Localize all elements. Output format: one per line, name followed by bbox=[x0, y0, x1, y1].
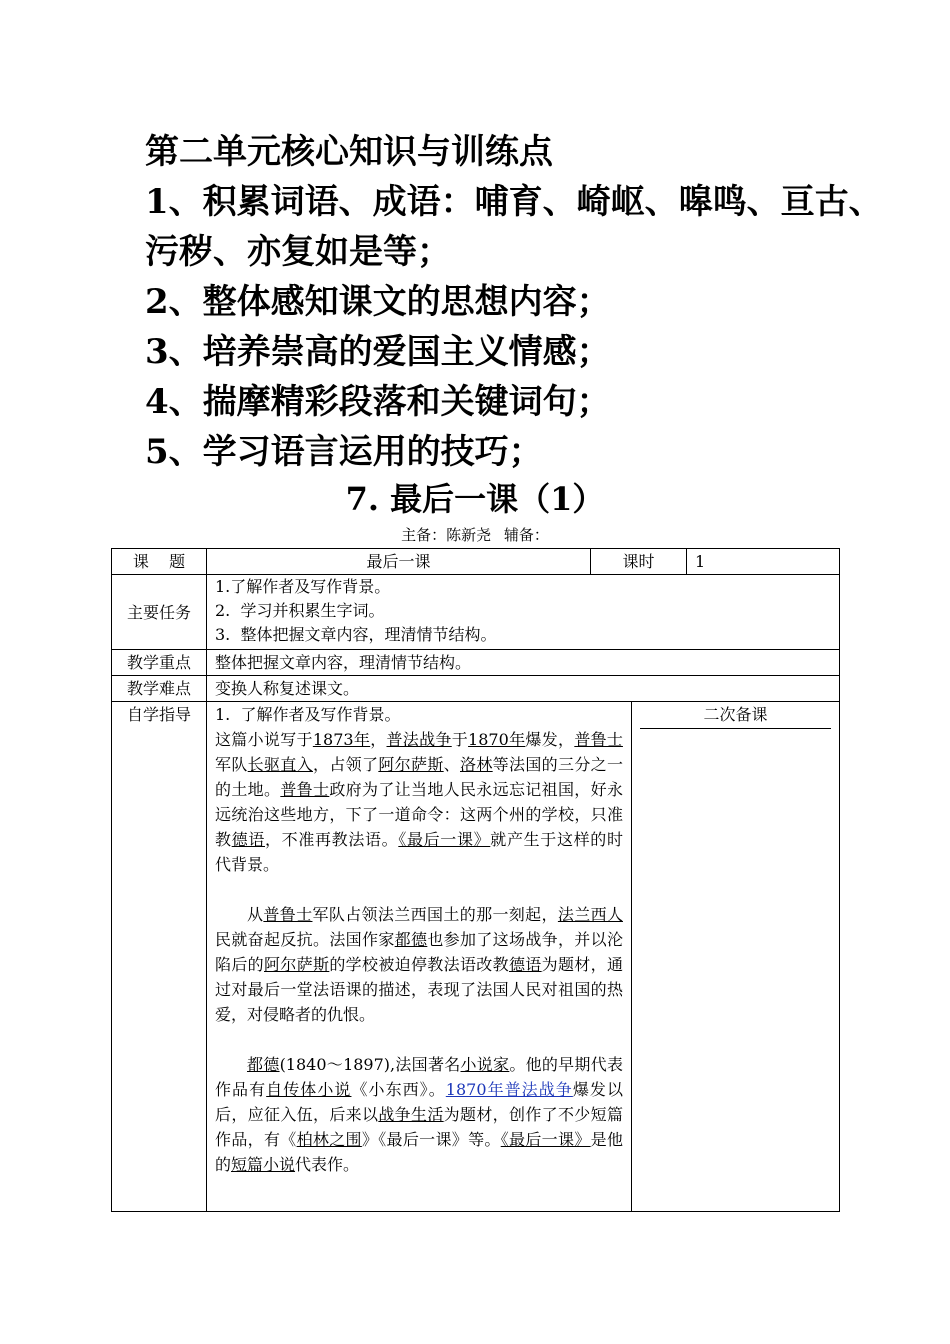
text-run: (1840～1897),法国著名 bbox=[279, 1055, 461, 1074]
lesson-plan-table bbox=[111, 548, 840, 1212]
text-run: 等法国的三分之一的土地。 bbox=[215, 755, 623, 799]
guide-content bbox=[207, 702, 632, 1212]
hyperlink-text[interactable]: 1870年普法战争 bbox=[445, 1080, 573, 1099]
key-point-row bbox=[112, 650, 840, 676]
unit-point-3: 3、培养崇高的爱国主义情感； bbox=[145, 332, 611, 372]
text-run: 军队占领法兰西国土的那一刻起， bbox=[312, 905, 558, 924]
underlined-term: 短篇小说 bbox=[231, 1155, 296, 1174]
text-run: 民就奋起反抗。法国作家 bbox=[215, 930, 395, 949]
underlined-term: 《最后一课》 bbox=[398, 830, 491, 849]
text-run: 的学校被迫停教法语改教 bbox=[329, 955, 509, 974]
text-run: 爆发， bbox=[525, 730, 575, 749]
underlined-term: 普法战争 bbox=[386, 730, 452, 749]
text-run: 。他的早期代表作品有 bbox=[215, 1055, 623, 1099]
text-run: 也参加了这场战争，并以沦陷后的 bbox=[215, 930, 623, 974]
underlined-term: 德语 bbox=[508, 955, 542, 974]
text-run: ，不准再教法语。 bbox=[265, 830, 399, 849]
preparers-line bbox=[0, 524, 950, 546]
guide-heading: 1. 了解作者及写作背景。 bbox=[215, 705, 401, 724]
unit-point-1-cont: 污秽、亦复如是等； bbox=[145, 232, 451, 272]
period-label: 课时 bbox=[591, 549, 687, 575]
period-value: 1 bbox=[687, 549, 840, 575]
underlined-term: 洛林 bbox=[460, 755, 493, 774]
underlined-term: 都德 bbox=[394, 930, 428, 949]
unit-point-2: 2、整体感知课文的思想内容； bbox=[145, 282, 611, 322]
assistant-preparer: 辅备： bbox=[503, 526, 549, 544]
text-run: 》《最后一课》等。 bbox=[361, 1130, 501, 1149]
guide-paragraph-background bbox=[215, 727, 623, 877]
secondary-prep-label: 二次备课 bbox=[640, 702, 831, 729]
underlined-term: 小说家 bbox=[460, 1055, 510, 1074]
underlined-term: 长驱直入 bbox=[247, 755, 313, 774]
guide-paragraph-author bbox=[215, 1052, 623, 1177]
text-run: 是他的 bbox=[215, 1130, 623, 1174]
text-run: 这篇小说写于 bbox=[215, 730, 313, 749]
key-point-label: 教学重点 bbox=[112, 650, 207, 676]
topic-row bbox=[112, 549, 840, 575]
main-preparer: 主备：陈新尧 bbox=[401, 526, 492, 544]
underlined-term: 普鲁士 bbox=[574, 730, 623, 749]
topic-label: 课 题 bbox=[112, 549, 207, 575]
text-run: 就产生于这样的时代背景。 bbox=[215, 830, 623, 874]
text-run: 为题材，创作了不少短篇作品，有《 bbox=[215, 1105, 623, 1149]
underlined-term: 柏林之围 bbox=[296, 1130, 362, 1149]
text-run: 军队 bbox=[215, 755, 248, 774]
underlined-term: 普鲁士 bbox=[280, 780, 330, 799]
underlined-term: 《最后一课》 bbox=[500, 1130, 591, 1149]
text-run: 《小东西》。 bbox=[351, 1080, 446, 1099]
underlined-term: 阿尔萨斯 bbox=[264, 955, 330, 974]
underlined-term: 阿尔萨斯 bbox=[378, 755, 444, 774]
topic-value: 最后一课 bbox=[207, 549, 591, 575]
guide-paragraph-war bbox=[215, 902, 623, 1027]
underlined-term: 德语 bbox=[231, 830, 265, 849]
tasks-label: 主要任务 bbox=[112, 575, 207, 650]
text-run: ，占领了 bbox=[313, 755, 379, 774]
tasks-list bbox=[207, 575, 840, 650]
text-run: 爆发以后，应征入伍，后来以 bbox=[215, 1080, 623, 1124]
guide-label: 自学指导 bbox=[112, 702, 207, 1212]
text-run: 代表作。 bbox=[295, 1155, 360, 1174]
difficulty-label: 教学难点 bbox=[112, 676, 207, 702]
task-item: 3. 整体把握文章内容，理清情节结构。 bbox=[215, 625, 497, 644]
secondary-prep-column bbox=[632, 702, 840, 1212]
guide-row bbox=[112, 702, 840, 1212]
underlined-term: 1870年 bbox=[468, 730, 526, 749]
difficulty-row bbox=[112, 676, 840, 702]
key-point-value: 整体把握文章内容，理清情节结构。 bbox=[207, 650, 840, 676]
lesson-title: 7. 最后一课（1） bbox=[345, 480, 605, 518]
text-run: 政府为了让当地人民永远忘记祖国，好永远统治这些地方，下了一道命令：这两个州的学校，只准教 bbox=[215, 780, 623, 849]
unit-point-4: 4、揣摩精彩段落和关键词句； bbox=[145, 382, 611, 422]
underlined-term: 法兰西人 bbox=[557, 905, 623, 924]
difficulty-value: 变换人称复述课文。 bbox=[207, 676, 840, 702]
unit-title: 第二单元核心知识与训练点 bbox=[145, 132, 553, 172]
text-run: ， bbox=[370, 730, 387, 749]
tasks-row bbox=[112, 575, 840, 650]
text-run: 于 bbox=[451, 730, 469, 749]
task-item: 1.了解作者及写作背景。 bbox=[215, 577, 391, 596]
text-run: 为题材，通过对最后一堂法语课的描述，表现了法国人民对祖国的热爱，对侵略者的仇恨。 bbox=[215, 955, 623, 1024]
underlined-term: 自传体小说 bbox=[266, 1080, 352, 1099]
underlined-term: 战争生活 bbox=[378, 1105, 444, 1124]
unit-point-1: 1、积累词语、成语：哺育、崎岖、嗥鸣、亘古、 bbox=[145, 182, 883, 222]
text-run: 、 bbox=[443, 755, 460, 774]
underlined-term: 都德 bbox=[247, 1055, 280, 1074]
text-run: 从 bbox=[247, 905, 264, 924]
underlined-term: 1873年 bbox=[312, 730, 371, 749]
underlined-term: 普鲁士 bbox=[263, 905, 313, 924]
task-item: 2. 学习并积累生字词。 bbox=[215, 601, 385, 620]
unit-point-5: 5、学习语言运用的技巧； bbox=[145, 432, 543, 472]
